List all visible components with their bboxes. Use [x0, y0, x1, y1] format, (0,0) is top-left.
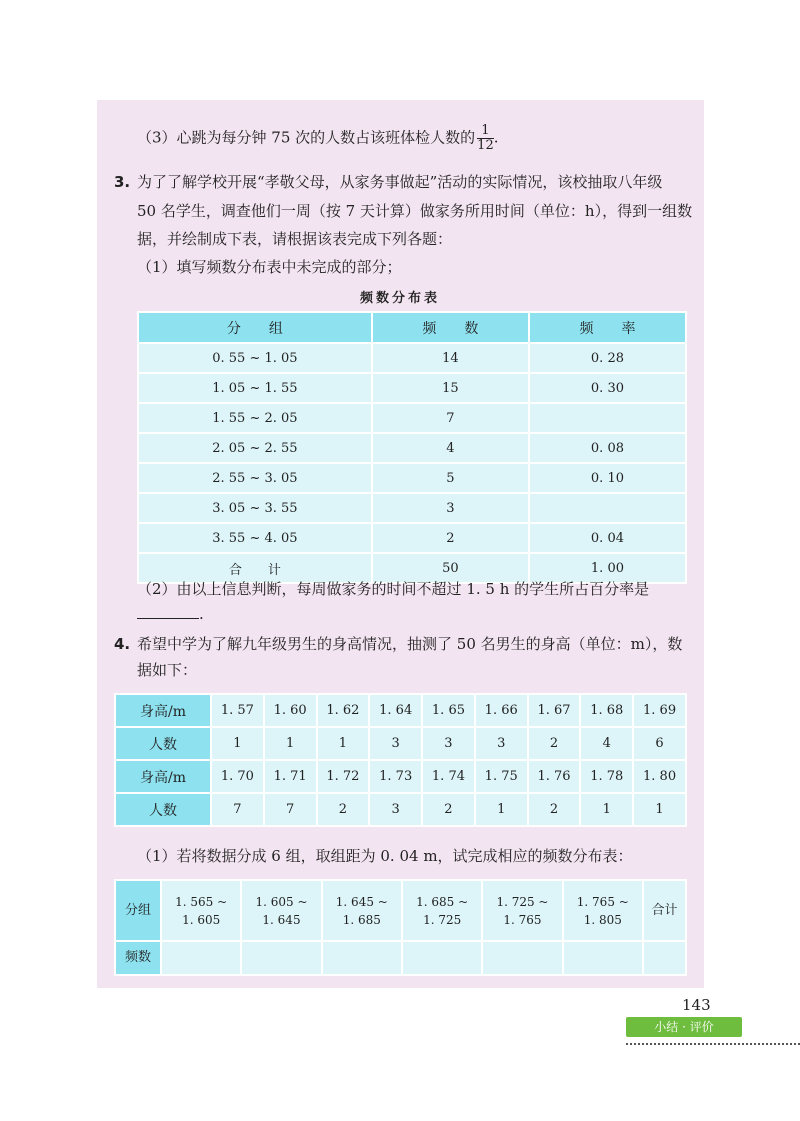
cell: 1: [317, 727, 370, 760]
cell: 1. 78: [580, 760, 633, 793]
group-label: 分组: [115, 880, 161, 941]
table-caption: 频数分布表: [359, 291, 440, 306]
q3-line-1: 为了了解学校开展“孝敬父母，从家务事做起”活动的实际情况，该校抽取八年级: [137, 173, 663, 191]
cell: 0. 28: [529, 343, 686, 373]
cell: 0. 55 ~ 1. 05: [138, 343, 372, 373]
group-end: 1. 725: [423, 912, 462, 927]
group-frequency-table: [114, 879, 687, 976]
height-data-table: [114, 693, 687, 827]
cell: 0. 08: [529, 433, 686, 463]
dotted-divider: [626, 1043, 800, 1045]
cell: 3. 55 ~ 4. 05: [138, 523, 372, 553]
cell: 6: [633, 727, 686, 760]
cell: 2: [528, 727, 581, 760]
period: .: [199, 605, 204, 623]
cell: 3: [369, 727, 422, 760]
group-cell: [563, 880, 643, 941]
q3-part1: （1）填写频数分布表中未完成的部分；: [137, 258, 402, 276]
cell: 5: [372, 463, 529, 493]
cell: 1. 69: [633, 694, 686, 727]
cell: 2: [422, 793, 475, 826]
cell: 合 计: [138, 553, 372, 583]
cell: 2: [372, 523, 529, 553]
group-cell: [161, 880, 241, 941]
cell: 7: [211, 793, 264, 826]
cell: [529, 403, 686, 433]
q3-number: 3.: [114, 173, 131, 191]
q4-line-1: 希望中学为了解九年级男生的身高情况，抽测了 50 名男生的身高（单位：m），数: [137, 635, 683, 653]
cell: 7: [264, 793, 317, 826]
q4-part1: （1）若将数据分成 6 组，取组距为 0. 04 m，试完成相应的频数分布表：: [137, 847, 633, 865]
cell: 1. 71: [264, 760, 317, 793]
answer-cell[interactable]: [322, 941, 402, 975]
group-end: 1. 765: [503, 912, 542, 927]
cell: 2: [317, 793, 370, 826]
cell: 1: [264, 727, 317, 760]
answer-blank[interactable]: [137, 604, 199, 619]
cell: 4: [580, 727, 633, 760]
q3-line-2: 50 名学生，调查他们一周（按 7 天计算）做家务所用时间（单位：h），得到一组数: [137, 202, 693, 220]
cell: 1. 55 ~ 2. 05: [138, 403, 372, 433]
group-cell: [322, 880, 402, 941]
cell: 1. 64: [369, 694, 422, 727]
height-row-1: [115, 694, 686, 727]
cell: 3: [422, 727, 475, 760]
cell: 1: [633, 793, 686, 826]
cell: 0. 30: [529, 373, 686, 403]
frequency-row: [115, 941, 686, 975]
cell: 1. 80: [633, 760, 686, 793]
table-row: [138, 373, 686, 403]
group-start: 1. 645 ~: [335, 894, 388, 909]
cell: 7: [372, 403, 529, 433]
frequency-label: 频数: [115, 941, 161, 975]
cell: 1. 68: [580, 694, 633, 727]
q4-line-2: 据如下：: [137, 661, 198, 679]
group-start: 1. 765 ~: [576, 894, 629, 909]
q3-line-3: 据，并绘制成下表，请根据该表完成下列各题：: [137, 230, 453, 248]
page-number: 143: [682, 996, 711, 1014]
cell: 3: [369, 793, 422, 826]
header-frequency: 频 数: [372, 312, 529, 343]
cell: 1: [475, 793, 528, 826]
fraction-numerator: 1: [477, 124, 494, 139]
count-label: 人数: [115, 793, 211, 826]
cell: 2. 55 ~ 3. 05: [138, 463, 372, 493]
table-row: [138, 403, 686, 433]
cell: 1. 66: [475, 694, 528, 727]
fraction: [477, 124, 494, 153]
cell: 1. 05 ~ 1. 55: [138, 373, 372, 403]
count-row-2: [115, 793, 686, 826]
group-cell: [241, 880, 321, 941]
height-label: 身高/m: [115, 760, 211, 793]
total-label: 合计: [643, 880, 686, 941]
height-label: 身高/m: [115, 694, 211, 727]
cell: 1: [211, 727, 264, 760]
cell: [529, 493, 686, 523]
group-start: 1. 605 ~: [255, 894, 308, 909]
frequency-distribution-table: [137, 311, 687, 584]
cell: 1. 74: [422, 760, 475, 793]
q3-part2-line1: （2）由以上信息判断，每周做家务的时间不超过 1. 5 h 的学生所占百分率是: [137, 580, 650, 598]
cell: 1. 67: [528, 694, 581, 727]
cell: 1. 65: [422, 694, 475, 727]
table-header-row: [138, 312, 686, 343]
cell: 4: [372, 433, 529, 463]
cell: 1. 72: [317, 760, 370, 793]
q2-part3-line: [137, 124, 499, 153]
cell: 1. 62: [317, 694, 370, 727]
group-end: 1. 805: [583, 912, 622, 927]
group-start: 1. 685 ~: [416, 894, 469, 909]
table-row: [138, 433, 686, 463]
group-cell: [402, 880, 482, 941]
table-row: [138, 493, 686, 523]
answer-cell[interactable]: [402, 941, 482, 975]
cell: 1. 76: [528, 760, 581, 793]
answer-cell[interactable]: [643, 941, 686, 975]
cell: 1. 60: [264, 694, 317, 727]
q2-part3-text: （3）心跳为每分钟 75 次的人数占该班体检人数的: [137, 128, 476, 147]
cell: 0. 10: [529, 463, 686, 493]
answer-cell[interactable]: [161, 941, 241, 975]
cell: 1. 75: [475, 760, 528, 793]
count-row-1: [115, 727, 686, 760]
group-row: [115, 880, 686, 941]
cell: 2: [528, 793, 581, 826]
period: .: [493, 128, 499, 147]
cell: 0. 04: [529, 523, 686, 553]
cell: 3. 05 ~ 3. 55: [138, 493, 372, 523]
cell: 14: [372, 343, 529, 373]
header-group: 分 组: [138, 312, 372, 343]
section-tag: 小结 · 评价: [626, 1017, 742, 1037]
answer-cell[interactable]: [482, 941, 562, 975]
cell: 1: [580, 793, 633, 826]
cell: 1. 00: [529, 553, 686, 583]
height-row-2: [115, 760, 686, 793]
fraction-denominator: 12: [477, 138, 494, 153]
group-end: 1. 645: [262, 912, 301, 927]
answer-cell[interactable]: [241, 941, 321, 975]
cell: 3: [372, 493, 529, 523]
answer-cell[interactable]: [563, 941, 643, 975]
group-cell: [482, 880, 562, 941]
group-end: 1. 605: [182, 912, 221, 927]
table-row: [138, 343, 686, 373]
q4-number: 4.: [114, 635, 131, 653]
table-row: [138, 523, 686, 553]
cell: 1. 57: [211, 694, 264, 727]
group-start: 1. 565 ~: [175, 894, 228, 909]
cell: 2. 05 ~ 2. 55: [138, 433, 372, 463]
cell: 1. 73: [369, 760, 422, 793]
cell: 15: [372, 373, 529, 403]
table-row: [138, 463, 686, 493]
cell: 50: [372, 553, 529, 583]
q3-part2-line2: [137, 604, 204, 624]
count-label: 人数: [115, 727, 211, 760]
group-start: 1. 725 ~: [496, 894, 549, 909]
group-end: 1. 685: [342, 912, 381, 927]
cell: 3: [475, 727, 528, 760]
cell: 1. 70: [211, 760, 264, 793]
header-rate: 频 率: [529, 312, 686, 343]
